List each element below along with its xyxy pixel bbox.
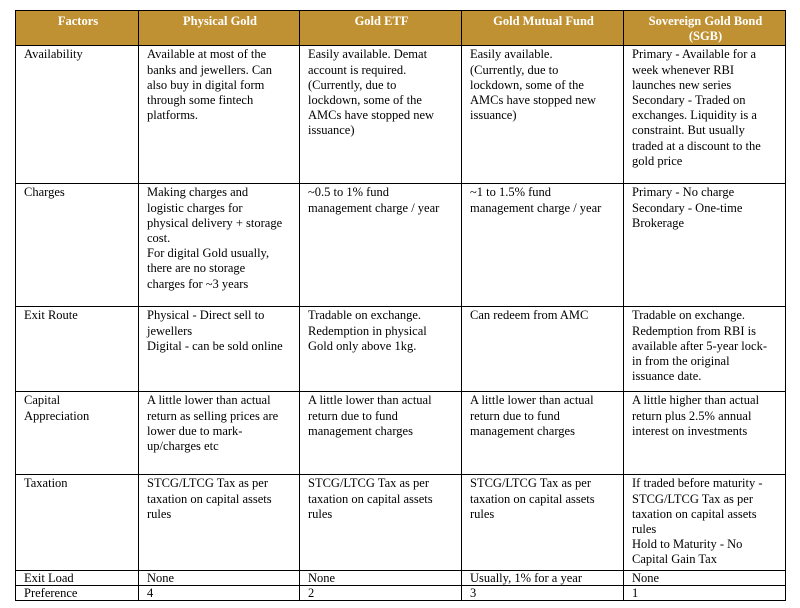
gold-etf-cell: Tradable on exchange. Redemption in physical Gold only above 1kg. xyxy=(300,307,462,392)
table-row xyxy=(16,475,786,570)
table-row xyxy=(16,585,786,600)
gold-mutual-fund-cell: A little lower than actual return due to fund management charges xyxy=(462,392,624,475)
gold-etf-cell: STCG/LTCG Tax as per taxation on capital assets rules xyxy=(300,475,462,570)
header-gold-mutual-fund: Gold Mutual Fund xyxy=(462,11,624,46)
table-row xyxy=(16,392,786,475)
physical-gold-cell: A little lower than actual return as selling prices are lower due to mark- up/charges etc xyxy=(139,392,300,475)
gold-etf-cell: 2 xyxy=(300,585,462,600)
factor-cell: Preference xyxy=(16,585,139,600)
header-factors: Factors xyxy=(16,11,139,46)
gold-etf-cell: A little lower than actual return due to fund management charges xyxy=(300,392,462,475)
gold-comparison-table xyxy=(15,10,786,601)
physical-gold-cell: Making charges and logistic charges for physical delivery + storage cost. For digital Gold usually, there are no storage charges for ~3 years xyxy=(139,184,300,307)
sgb-cell: 1 xyxy=(624,585,786,600)
table-row xyxy=(16,570,786,585)
physical-gold-cell: Physical - Direct sell to jewellers Digital - can be sold online xyxy=(139,307,300,392)
sgb-cell: If traded before maturity - STCG/LTCG Tax as per taxation on capital assets rules Hold to Maturity - No Capital Gain Tax xyxy=(624,475,786,570)
gold-etf-cell: ~0.5 to 1% fund management charge / year xyxy=(300,184,462,307)
gold-etf-cell: Easily available. Demat account is required. (Currently, due to lockdown, some of the AMCs have stopped new issuance) xyxy=(300,46,462,184)
gold-mutual-fund-cell: Usually, 1% for a year xyxy=(462,570,624,585)
sgb-cell: Primary - Available for a week whenever RBI launches new series Secondary - Traded on exchanges. Liquidity is a constraint. But usually traded at a discount to the gold price xyxy=(624,46,786,184)
factor-cell: Charges xyxy=(16,184,139,307)
gold-comparison-table-container xyxy=(15,10,785,601)
header-sgb: Sovereign Gold Bond (SGB) xyxy=(624,11,786,46)
gold-mutual-fund-cell: STCG/LTCG Tax as per taxation on capital assets rules xyxy=(462,475,624,570)
header-gold-etf: Gold ETF xyxy=(300,11,462,46)
factor-cell: Availability xyxy=(16,46,139,184)
gold-mutual-fund-cell: 3 xyxy=(462,585,624,600)
sgb-cell: None xyxy=(624,570,786,585)
gold-mutual-fund-cell: Can redeem from AMC xyxy=(462,307,624,392)
table-row xyxy=(16,307,786,392)
gold-mutual-fund-cell: ~1 to 1.5% fund management charge / year xyxy=(462,184,624,307)
gold-etf-cell: None xyxy=(300,570,462,585)
physical-gold-cell: Available at most of the banks and jewellers. Can also buy in digital form through some fintech platforms. xyxy=(139,46,300,184)
header-physical-gold: Physical Gold xyxy=(139,11,300,46)
physical-gold-cell: None xyxy=(139,570,300,585)
sgb-cell: Tradable on exchange. Redemption from RBI is available after 5-year lock- in from the original issuance date. xyxy=(624,307,786,392)
factor-cell: Taxation xyxy=(16,475,139,570)
table-row xyxy=(16,46,786,184)
sgb-cell: A little higher than actual return plus 2.5% annual interest on investments xyxy=(624,392,786,475)
factor-cell: Exit Load xyxy=(16,570,139,585)
physical-gold-cell: 4 xyxy=(139,585,300,600)
table-row xyxy=(16,184,786,307)
gold-mutual-fund-cell: Easily available. (Currently, due to lockdown, some of the AMCs have stopped new issuance) xyxy=(462,46,624,184)
physical-gold-cell: STCG/LTCG Tax as per taxation on capital assets rules xyxy=(139,475,300,570)
table-header-row xyxy=(16,11,786,46)
sgb-cell: Primary - No charge Secondary - One-time Brokerage xyxy=(624,184,786,307)
factor-cell: Exit Route xyxy=(16,307,139,392)
factor-cell: Capital Appreciation xyxy=(16,392,139,475)
